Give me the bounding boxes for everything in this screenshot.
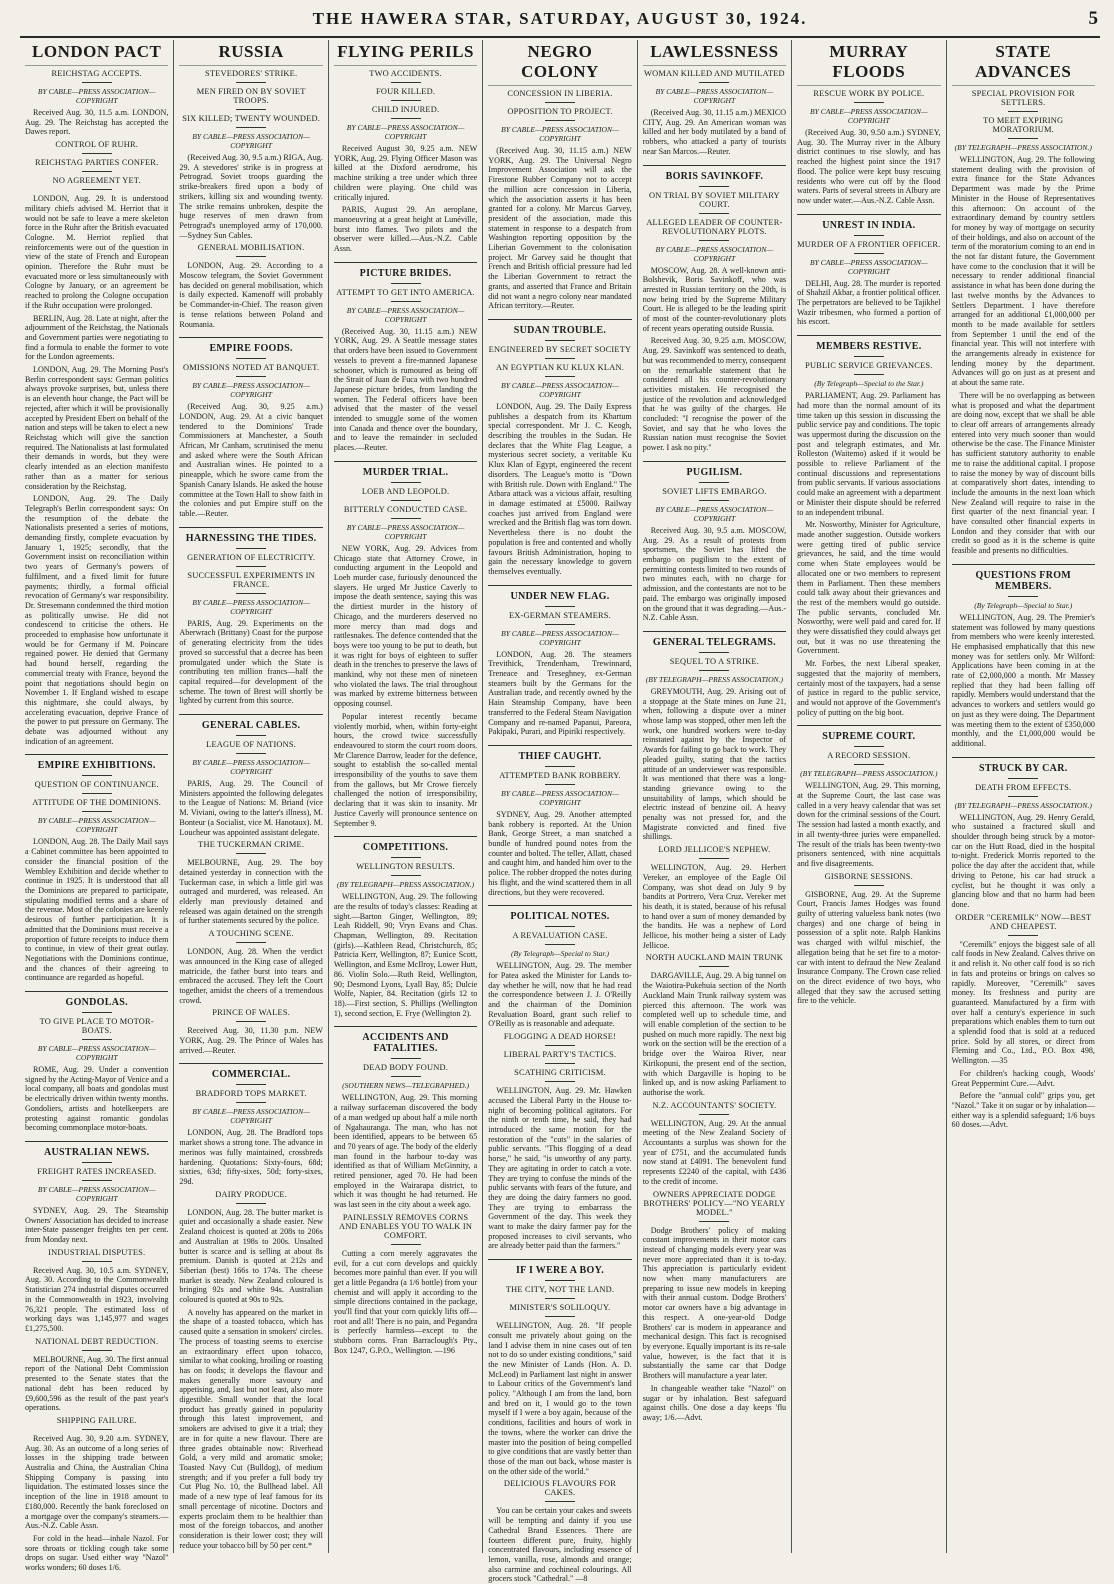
divider (854, 764, 884, 765)
divider (236, 942, 266, 943)
column-1 (20, 40, 173, 1573)
divider (236, 593, 266, 594)
section-heading: EMPIRE EXHIBITIONS. (25, 754, 168, 771)
page-number: 5 (1088, 8, 1098, 29)
divider (236, 853, 266, 854)
divider (545, 944, 575, 945)
divider (1008, 778, 1038, 779)
divider (545, 120, 575, 121)
column-6 (791, 40, 945, 1553)
dateline: BY CABLE—PRESS ASSOCIATION—COPYRIGHT (192, 597, 310, 616)
column-headline: LONDON PACT (25, 40, 168, 66)
divider (545, 1045, 575, 1046)
subheading: GISBORNE SESSIONS. (824, 871, 913, 881)
section-heading: ACCIDENTS AND FATALITIES. (334, 1026, 477, 1054)
divider (391, 518, 421, 519)
dateline: BY CABLE—PRESS ASSOCIATION—COPYRIGHT (809, 107, 928, 125)
subheading: BRADFORD TOPS MARKET. (195, 1089, 307, 1099)
body-paragraph: Dodge Brothers' policy of making constant improvements in their motor cars instead of changing models every year was never more appreciated than it is to-day. This appreciation is particularly evident now when many manufacturers are preparing to issue new models in keeping with their annual custom. Dodge Brothers' motor car owners have a big advantage in this respect. A one-year-old Dodge Brothers' car is modern in appearance and mechanical design. This fact is recognised by everyone. Equally important is its re-sale value, however, is the fact that it is substantially the same car that Dodge Brothers will manufacture a year later. (642, 1225, 787, 1381)
body-paragraph: (Received Aug. 30, 9.5 a.m.) RIGA, Aug. 29. A stevedores' strike is in progress at Petrograd. Soviet troops guarding the strike-breakers fired upon a body of strikers, killing six and wounding twenty. The strike remains unbroken, despite the huge reserves of men drawn from Petrograd's unemployed army of 170,000.—Sydney Sun Cables. (179, 153, 323, 240)
dateline: (BY TELEGRAPH—PRESS ASSOCIATION.) (645, 674, 784, 684)
subheading: LOEB AND LEOPOLD. (361, 486, 450, 496)
subheading: OPPOSITION TO PROJECT. (507, 107, 613, 116)
dateline: BY CABLE—PRESS ASSOCIATION—COPYRIGHT (655, 87, 774, 105)
subheading: ALLEGED LEADER OF COUNTER-REVOLUTIONARY PLOTS. (646, 217, 783, 236)
divider (1008, 796, 1038, 797)
body-paragraph: There will be no overlapping as between what is proposed and what the department are doing now, except that we shall be able to clear off arrears of arrangements already entered into very much sooner than would otherwise be the case. The Finance Minister has sufficient statutory authority to enable me to raise the additional capital. I propose to raise the money by way of discount bills at comparatively short dates, intending to include the amounts in the next loan which New Zealand will require to raise in the first quarter of the next financial year. I have consulted other financial experts in London and they consider that with our credit so good as it is the scheme is quite feasible and presents no difficulties. (951, 390, 1095, 556)
dateline: BY CABLE—PRESS ASSOCIATION—COPYRIGHT (37, 1044, 156, 1063)
subheading: FLOGGING A DEAD HORSE! (503, 1032, 617, 1042)
divider (1008, 111, 1038, 112)
section-heading: BORIS SAVINKOFF. (643, 165, 786, 182)
subheading: DAIRY PRODUCE. (215, 1189, 288, 1199)
body-paragraph: (Received Aug. 30, 9.25 a.m.) LONDON, Aug. 29. At a civic banquet tendered to the Dominions' Trade Commissioners at Manchester, a South African, Mr Canham, scrutinised the menu and asked where were the South African and Australian wines. He pointed to a pineapple, which he swore came from the Spanish Canary Islands. He asked the house committee at the Town Hall to show faith in the colonies and put Empire stuff on the table.—Reuter. (179, 402, 323, 518)
divider (82, 1162, 112, 1163)
body-paragraph: PARIS, Aug. 29. The Council of Ministers appointed the following delegates to the League of Nations: M. Briand (vice M. Viviani, owing to the latter's illness), M. Bonteur (a Socialist, vice M. Hanotaux). M. Loucheur was appointed assistant delegate. (179, 779, 323, 837)
divider (854, 356, 884, 357)
subheading: WOMAN KILLED AND MUTILATED (643, 69, 785, 78)
divider (545, 1298, 575, 1299)
body-paragraph: PARIS, Aug. 29. Experiments on the Aberwrach (Brittany) Coast for the purpose of generating electricity from the tides proved so successful that a decree has been promulgated under which the State is contributing ten million francs—half the capital required—for development of the scheme. The town of Brest will shortly be lighted by current from this source. (179, 618, 323, 706)
section-heading: QUESTIONS FROM MEMBERS. (952, 564, 1095, 592)
subheading: LORD JELLICOE'S NEPHEW. (658, 845, 771, 855)
body-paragraph: You can be certain your cakes and sweets will be tempting and dainty if you use Cathedral Brand Essences. There are fourteen different pure, fruity, highly concentrated flavours, including essence of lemon, vanilla, rose, almonds and orange; also carmine and cochineal colourings. All grocers stock "Cathedral." —8 (488, 1506, 632, 1584)
subheading: SPECIAL PROVISION FOR SETTLERS. (971, 89, 1075, 107)
column-7 (946, 40, 1100, 1553)
subheading: THE CITY, NOT THE LAND. (505, 1285, 615, 1295)
body-paragraph: WELLINGTON, Aug. 29. The following are the results of today's classes: Reading at sight.—Barton Ginger, Wellington, 89; Leah Riddell, 90; Vryn Evans and Chas. Chapman, Wellington, 89. Recitation (girls).—Kathleen Read, Christchurch, 85; Patricia Kerr, Wellington, 87; Eunice Scott, Wellington, and Esme McIlroy, Lower Hutt, 86. Violin Solo.—Ruth Reid, Wellington, 90; Desmond Lyons, Lyall Bay, 85; Dulcie Wolfe, Napier, 84. Recitation (girls 12 to 18).—First section, S. Phillips (Wellington 1), second section, E. Frye (Wellington 2). (333, 892, 478, 1018)
subheading: ATTEMPTED BANK ROBBERY. (499, 770, 621, 780)
body-paragraph: In changeable weather take "Nazol" on sugar or by inhalation. Best safeguard against chills. One dose a day keeps 'flu away; 1/6.—Advt. (642, 1383, 787, 1422)
body-paragraph: "Ceremilk" enjoys the biggest sale of all calf foods in New Zealand. Calves thrive on it and relish it. No other calf food is so rich in fats and proteins or brings on calves so rapidly. Moreover, "Ceremilk" saves money. Its freshness and purity are guaranteed. Manufactured by a firm with over half a century's experience in such preparations which enables them to turn out a splendid food that is sold at a reduced price. Sold by all stores, or direct from Fleming and Co., Ltd., P.O. Box 498, Wellington. —35 (951, 939, 1095, 1066)
section-heading: IF I WERE A BOY. (488, 1259, 631, 1276)
dateline: BY CABLE—PRESS ASSOCIATION—COPYRIGHT (192, 381, 310, 400)
divider (236, 753, 266, 754)
divider (545, 376, 575, 377)
dateline: BY CABLE—PRESS ASSOCIATION—COPYRIGHT (501, 788, 619, 807)
divider (82, 775, 112, 776)
body-paragraph: WELLINGTON, Aug. 29. The following statement dealing with the provision of extra finance for the State Advances Department was made by the Prime Minister in the House of Representatives this afternoon: On account of the extraordinary demand by country settlers for money by way of mortgage on security of their holdings, and also on account of the term of the moratorium coming to an end in the not far distant future, the Government have come to the conclusion that it will be necessary to render additional financial assistance in what has been done during the last twelve months by the Advances to Settlers Department. I have therefore arranged for an additional £1,000,000 per month to be made available for settlers from September 1 until the end of the financial year. This will not interfere with the arrangements already in existence for lending money by the department. Advances will go on just as at present and at about the same rate. (951, 155, 1095, 388)
divider (236, 256, 266, 257)
divider (82, 171, 112, 172)
subheading: PUBLIC SERVICE GRIEVANCES. (805, 361, 933, 371)
subheading: BITTERLY CONDUCTED CASE. (343, 504, 468, 514)
divider (699, 670, 729, 671)
subheading: NORTH AUCKLAND MAIN TRUNK (645, 953, 783, 963)
dateline: BY CABLE—PRESS ASSOCIATION—COPYRIGHT (655, 504, 774, 523)
divider (236, 127, 266, 128)
subheading: PAINLESSLY REMOVES CORNS AND ENABLES YOU TO WALK IN COMFORT. (339, 1212, 473, 1240)
divider (391, 283, 421, 284)
divider (236, 109, 266, 110)
body-paragraph: DARGAVILLE, Aug. 29. A big tunnel on the Waiotira-Pukehuia section of the North Auckland Main Trunk railway system was pierced this afternoon. The work was completed well up to schedule time, and will enable completion of the section to be pushed on much more rapidly. The next big work on the section will be the erection of a bridge over the Wairoa River, near Kirikopuni, the present end of the section, with which Dargaville is hoping to be linked up, and is now asking Parliament to authorise the work. (642, 971, 787, 1097)
body-paragraph: LONDON, Aug. 28. The butter market is quiet and occasionally a shade easier. New Zealand choicest is quoted at 208s to 206s and Australian at 198s to 200s. Unsalted butter is scarce and is selling at about 8s premium. Danish is quoted at 212s and Siberian (best) 166s to 174s. The cheese market is steady. New Zealand coloured is bringing 92s and white 94s. Australian coloured is quoted at 90s to 92s. (179, 1207, 323, 1305)
subheading: A REVALUATION CASE. (512, 931, 608, 941)
dateline: BY CABLE—PRESS ASSOCIATION—COPYRIGHT (346, 123, 465, 141)
subheading: CONCESSION IN LIBERIA. (507, 89, 613, 98)
divider (854, 102, 884, 103)
body-paragraph: WELLINGTON, Aug. 28. "If people consult me privately about going on the land I advise them in nine cases out of ten not to do so under existing conditions," said the new Minister of Lands (Hon. A. D. McLeod) in Parliament last night in answer to Labour critics of the Government's land policy. "Although I am from the land, born and bred on it, I would go to the town myself if I were a boy again, because of the conditions, facilities and hours of work in the towns, where the worker can drive the master into the position of being compelled to give conditions that are vastly better than those of the man out back, whose master is on the other side of the world." (488, 1321, 632, 1476)
subheading: TO GIVE PLACE TO MOTOR-BOATS. (39, 1017, 154, 1036)
divider (699, 186, 729, 187)
divider (545, 766, 575, 767)
subheading: CONTROL OF RUHR. (55, 140, 139, 150)
divider (391, 100, 421, 101)
subheading: A TOUCHING SCENE. (208, 929, 294, 939)
body-paragraph: Received August 30, 9.25 a.m. NEW YORK, Aug. 29. Flying Officer Mason was killed at the Dixford aerodrome, his machine striking a tree under which three children were playing. One child was critically injured. (333, 144, 478, 202)
dateline: (BY TELEGRAPH—PRESS ASSOCIATION.) (800, 769, 938, 779)
body-paragraph: ROME, Aug. 29. Under a convention signed by the Acting-Mayor of Venice and a local company, all boats and gondolas must be electrically driven within twenty months. Gondoliers, artists and hotelkeepers are protesting against romantic gondolas becoming commonplace motor-boats. (25, 1065, 169, 1133)
masthead-title: THE HAWERA STAR, SATURDAY, AUGUST 30, 1924. (312, 9, 808, 28)
subheading: TO MEET EXPIRING MORATORIUM. (983, 116, 1064, 134)
subheading: GENERATION OF ELECTRICITY. (187, 552, 316, 562)
body-paragraph: SYDNEY, Aug. 29. Another attempted bank robbery is reported. At the Union Bank, George Street, a man snatched a bundle of hundred pound notes from the counter and bolted. The teller, Allatt, chased and caught him, and handed him over to the police. The robber dropped the notes during his flight, and the wind scattered them in all directions, but they were recovered. (488, 809, 632, 897)
body-paragraph: LONDON, Aug. 29. The Daily Telegraph's Berlin correspondent says: On the resumption of the debate the Nationalists presented a series of motions, demanding firstly, complete evacuation by January 1, 1925; secondly, that the Government insist on reconciliation within two years of Germany's powers of fulfilment, and a fixed limit for future payments; thirdly, a formal official revocation of Germany's war responsibility. Dr. Stresemann condemned the third motion as politically unwise. He did not condescend to criticise the others. He proceeded to emphasise how unfortunate it would be for Germany if M. Poincare regained power. He denied that Germany had bound herself, regarding the commercial treaty with France, beyond the point that negotiations should begin on November 1. If England wished to escape this nightmare, she could always, by accelerating evacuation, deprive France of the power to put pressure on Germany. The debate was adjourned without any indication of an agreement. (25, 494, 169, 746)
body-paragraph: A novelty has appeared on the market in the shape of a toasted tobacco, which has caused quite a sensation in smokers' circles. The process of toasting seems to exercise an extraordinary effect upon tobacco, similar to what cooking, broiling or roasting has on foods; it develops the flavour and makes generally more savoury and appetising, and, last but not least, also more digestible. Small wonder that the local product has greatly gained in popularity through this latest improvement, and smokers are advised to give it a trial; they are in for quite a new flavour. There are three grades obtainable now: Riverhead Gold, a very mild and aromatic smoke; Toasted Navy Cut (Bulldog), of medium strength; and if you prefer a full body try Cut Plug No. 10, the Bullhead label. All made of a new type of leaf famous for its small percentage of nicotine. Doctors and experts proclaim them to be healthier than most of the foreign tobaccos, and another consideration is their lower cost; they will reduce your tobacco bill by 50 per cent.* (179, 1307, 323, 1550)
divider (699, 858, 729, 859)
subheading: STEVEDORES' STRIKE. (204, 69, 298, 78)
dateline: BY CABLE—PRESS ASSOCIATION—COPYRIGHT (346, 305, 465, 324)
divider (854, 885, 884, 886)
section-heading: GONDOLAS. (25, 991, 168, 1008)
body-paragraph: WELLINGTON, Aug. 29. The member for Patea asked the Minister for Lands to-day whether he will, now that he had read the correspondence between J. J. O'Reilly and the chairman of the Dominion Revaluation Board, grant such relief to O'Reilly as is reasonable and adequate. (488, 961, 632, 1029)
dateline: BY CABLE—PRESS ASSOCIATION—COPYRIGHT (346, 522, 465, 541)
dateline: BY CABLE—PRESS ASSOCIATION—COPYRIGHT (655, 244, 774, 263)
divider (82, 1429, 112, 1430)
body-paragraph: LONDON, Aug. 28. The Bradford tops market shows a strong tone. The advance in merinos was fully maintained, crossbreds hardening. Quotations: Sixty-fours, 68d; sixties, 63d; fifty-sixes, 50d; forty-sixes, 29d. (179, 1128, 323, 1186)
dateline: (SOUTHERN NEWS—TELEGRAPHED.) (342, 1081, 470, 1091)
body-paragraph: Before the "annual cold" grips you, get "Nazol." Take it on sugar or by inhalation—either way is a splendid safeguard; 1/6 buys 60 doses.—Advt. (951, 1091, 1095, 1130)
dateline: (By Telegraph—Special to Star.) (510, 949, 609, 959)
section-heading: COMMERCIAL. (179, 1063, 322, 1080)
subheading: SHIPPING FAILURE. (56, 1415, 137, 1425)
subheading: REICHSTAG ACCEPTS. (51, 69, 142, 78)
divider (545, 102, 575, 103)
subheading: GENERAL MOBILISATION. (197, 243, 305, 253)
section-heading: PUGILISM. (643, 461, 786, 478)
divider (236, 1021, 266, 1022)
subheading: SUCCESSFUL EXPERIMENTS IN FRANCE. (187, 570, 315, 589)
body-paragraph: Received Aug. 30, 9.5 a.m. MOSCOW, Aug. 29. As a result of protests from sportsmen, the Soviet has lifted the embargo on pugilism to the extent of permitting contests limited to two rounds of two minutes each, with no charge for admission, and the contestants are not to be paid. The embargo was originally imposed on the ground that it was degrading.—Aus.-N.Z. Cable Assn. (642, 525, 787, 623)
column-headline: RUSSIA (179, 40, 322, 66)
body-paragraph: (Received Aug. 30, 11.15 a.m.) NEW YORK, Aug. 29. The Universal Negro Improvement Association will ask the Firestone Rubber Company not to accept the million acre concession in Liberia, which the association asserts it has been granted for a colony. Mr Marcus Garvey, president of the association, made this statement in response to a despatch from Washington reporting opposition by the Liberian Government to the colonisation project. Mr Garvey said he thought that French and British official pressure had led the Liberian Government to retract the grants, and asserted that France and Britain did not want a negro colony near mandated African territory.—Reuter. (488, 146, 632, 311)
divider (82, 1012, 112, 1013)
body-paragraph: WELLINGTON, Aug. 29. Herbert Vereker, an employee of the Eagle Oil Company, was shot dead on July 9 by bandits at Portrero, Vera Cruz. Vereker met his death, it is stated, because of his refusal to hand over a sum of money demanded by the bandits. He was a nephew of Lord Jellicoe, his mother being a sister of Lady Jellicoe. (642, 863, 787, 950)
divider (236, 1203, 266, 1204)
subheading: SEQUEL TO A STRIKE. (669, 656, 760, 666)
body-paragraph: GISBORNE, Aug. 29. At the Supreme Court, Francis James Hodges was found guilty of uttering valueless bank notes (two charges) and one charge of being in possession of a split note. Ralph Hankins was charged with wilful mischief, the allegation being that he set fire to a motor-car with intent to defraud the New Zealand Insurance Company. The Crown case relied on the direct evidence of two boys, who alleged that they saw the accused setting fire to the vehicle. (797, 889, 941, 1006)
divider (391, 118, 421, 119)
subheading: SIX KILLED; TWENTY WOUNDED. (182, 114, 321, 123)
divider (236, 358, 266, 359)
body-paragraph: WELLINGTON, Aug. 29. The Premier's statement was followed by many questions from members who were keenly interested. He emphasised emphatically that this new money was for settlers only. Mr Wilford: Applications have been coming in at the rate of £2,000,000 a month. Mr Massey replied that they had been falling off rapidly. Members would understand that the advances to workers and settlers would go on just as they were doing. The Department was meeting them to the extent of £350,000 monthly, and the £1,000,000 would be additional. (951, 612, 1095, 748)
divider (391, 482, 421, 483)
subheading: EX-GERMAN STEAMERS. (508, 610, 611, 620)
section-heading: MEMBERS RESTIVE. (797, 335, 940, 352)
subheading: RESCUE WORK BY POLICE. (813, 89, 925, 98)
divider (699, 500, 729, 501)
subheading: MINISTER'S SOLILOQUY. (509, 1303, 611, 1313)
subheading: SCATHING CRITICISM. (514, 1068, 606, 1078)
divider (545, 1063, 575, 1064)
subheading: REICHSTAG PARTIES CONFER. (35, 158, 159, 168)
body-paragraph: SYDNEY, Aug. 29. The Steamship Owners' Association has decided to increase inter-State passenger freights ten per cent. from Monday next. (25, 1205, 169, 1245)
divider (545, 1501, 575, 1502)
column-5 (637, 40, 791, 1553)
column-headline: STATE ADVANCES (952, 40, 1095, 86)
subheading: DELICIOUS FLAVOURS FOR CAKES. (503, 1479, 617, 1498)
divider (82, 82, 112, 83)
divider (699, 482, 729, 483)
subheading: SOVIET LIFTS EMBARGO. (662, 486, 767, 496)
dateline: BY CABLE—PRESS ASSOCIATION—COPYRIGHT (37, 87, 156, 105)
subheading: LIBERAL PARTY'S TACTICS. (503, 1050, 617, 1060)
body-paragraph: DELHI, Aug. 28. The murder is reported of Shahzil Akbar, a frontier political officer. The perpetrators are believed to be Tajikhel Wazir tribesmen, who formed a portion of his escort. (797, 278, 941, 327)
divider (391, 1058, 421, 1059)
dateline: BY CABLE—PRESS ASSOCIATION—COPYRIGHT (501, 380, 619, 399)
divider (82, 189, 112, 190)
subheading: ON TRIAL BY SOVIET MILITARY COURT. (648, 190, 780, 209)
section-heading: SUPREME COURT. (797, 725, 940, 742)
divider (854, 253, 884, 254)
divider (82, 1261, 112, 1262)
body-paragraph: MELBOURNE, Aug. 29. The boy detained yesterday in connection with the Tuckerman case, in which a little girl was outraged and murdered, was released. An elderly man previously detained and released was again detained on the strength of further statements secured by the police. (179, 858, 323, 926)
subheading: FREIGHT RATES INCREASED. (37, 1166, 157, 1176)
divider (545, 1081, 575, 1082)
divider (1008, 596, 1038, 597)
body-paragraph: WELLINGTON, Aug. 29. Henry Gerald, who sustained a fractured skull and shoulder through being struck by a motor-car on the Hutt Road, died in the hospital to-night. Frederick Morris reported to the police the day after the accident that, while driving to Petone, his car had struck a cyclist, but he thought it was only a glancing blow and that no harm had been done. (951, 812, 1095, 909)
divider (236, 376, 266, 377)
divider (82, 153, 112, 154)
columns (20, 40, 1100, 1584)
subheading: N.Z. ACCOUNTANTS' SOCIETY. (652, 1100, 777, 1110)
subheading: NATIONAL DEBT REDUCTION. (35, 1336, 159, 1346)
body-paragraph: LONDON, Aug. 29. The Daily Express publishes a despatch from its Khartum special correspondent. Mr J. C. Keogh, describing the troubles in the Sudan. He declares that the White Flag League, a mysterious secret society, a veritable Ku Klux Klan of Egypt, engineered the recent disorders. The League's motto is "Down with British rule. Down with England." The Atbara attack was a vicious affair, resulting in damage estimated at £5000. Railway coaches just arrived from England were wrecked and the British flag was torn down. Nevertheless there is no doubt the population is free and contented and wholly favours British Administration, hoping to gain the necessary knowledge to govern themselves eventually. (488, 401, 632, 576)
section-heading: UNREST IN INDIA. (797, 214, 940, 231)
body-paragraph: (Received Aug. 30, 11.15 a.m.) MEXICO CITY, Aug. 29. An American woman was killed and her body mutilated by a band of robbers, who attacked a party of tourists near San Marcos.—Reuter. (642, 108, 787, 156)
column-headline: NEGRO COLONY (488, 40, 631, 86)
subheading: MEN FIRED ON BY SOVIET TROOPS. (196, 87, 306, 105)
column-headline: FLYING PERILS (334, 40, 477, 66)
section-heading: HARNESSING THE TIDES. (179, 527, 322, 544)
section-heading: AUSTRALIAN NEWS. (25, 1141, 168, 1158)
dateline: (By Telegraph—Special to Star.) (974, 600, 1073, 610)
body-paragraph: BERLIN, Aug. 28. Late at night, after the adjournment of the Reichstag, the Nationals and Government parties were negotiating to find a formula to enable the former to vote for the London agreements. (25, 313, 169, 362)
divider (545, 624, 575, 625)
divider (699, 1114, 729, 1115)
divider (82, 1350, 112, 1351)
masthead (20, 2, 1100, 38)
subheading: A RECORD SESSION. (827, 751, 911, 761)
divider (236, 82, 266, 83)
body-paragraph: GREYMOUTH, Aug. 29. Arising out of a stoppage at the State mines on June 21, when, following a dispute over a miner whose lamp was stopped, other men left the work, one hundred workers were to-day reinstated against by the Inspector of Awards for failing to go back to work. They pleaded guilty, stating that the tactics attitude of an underviewer was responsible. It was mentioned that there was a long-standing grievance owing to the unsuitability of lamps, which should be electric instead of benzine oil. A heavy penalty was not pressed for, and the Magistrate convicted and fined five shillings. (642, 686, 787, 842)
subheading: CHILD INJURED. (371, 105, 440, 114)
subheading: TWO ACCIDENTS. (369, 69, 442, 78)
subheading: LEAGUE OF NATIONS. (206, 740, 297, 750)
divider (545, 926, 575, 927)
body-paragraph: MOSCOW, Aug. 28. A well-known anti-Bolshevik, Boris Savinkoff, who was arrested in Russian territory on the 20th, is now being tried by the Supreme Military Court. He is alleged to be the leading spirit of most of the counter-revolutionary plots of recent years operating outside Russia. (642, 265, 787, 333)
divider (699, 966, 729, 967)
dateline: BY CABLE—PRESS ASSOCIATION—COPYRIGHT (809, 257, 928, 276)
section-heading: EMPIRE FOODS. (179, 337, 322, 354)
body-paragraph: LONDON, Aug. 29. According to a Moscow telegram, the Soviet Government has decided on general mobilisation, which is daily expected. Kamenoff will probably be Commander-in-Chief. The reason given is tense relations between Poland and Roumania. (179, 261, 323, 329)
divider (699, 1221, 729, 1222)
body-paragraph: Received Aug. 30, 9.25 a.m. MOSCOW, Aug. 29. Savinkoff was sentenced to death, but was recommended to mercy, consequent on the remarkable statement that he considered all his counter-revolutionary activities mistaken. He recognised the justice of the revolution and acknowledged that he was guilty of the charges. He concluded: "I recognise the power of the Soviet, and say that he who loves the Russian nation must recognise the Soviet power. I ask no pity." (642, 336, 787, 453)
body-paragraph: NEW YORK, Aug. 29. Advices from Chicago state that Attorney Crowe, in conducting argument in the Leopold and Loeb murder case, furiously denounced the slayers. He urged Mr Justice Caverly to impose the death sentence, saying this was the dirtiest murder in the history of Chicago, and the murderers deserved no more mercy than mad dogs and rattlesnakes. The defence contended that the boys were too young to be put to death, but it was right for boys of eighteen to suffer death in the trenches to preserve the laws of mankind, why not these men of nineteen who violated the laws. The trial throughout was marked by extreme bitterness between opposing counsel. (333, 543, 478, 709)
divider (854, 746, 884, 747)
divider (82, 811, 112, 812)
subheading: DEATH FROM EFFECTS. (975, 782, 1072, 792)
subheading: NO AGREEMENT YET. (52, 176, 141, 186)
column-4 (482, 40, 636, 1584)
subheading: ORDER "CEREMILK" NOW—BEST AND CHEAPEST. (955, 912, 1092, 931)
divider (1008, 138, 1038, 139)
subheading: QUESTION OF CONTINUANCE. (34, 780, 159, 790)
body-paragraph: WELLINGTON, Aug. 29. This morning a railway surfaceman discovered the body of a man wedged up about half a mile north of Ngahauranga. The man, who has not been identified, appears to be between 65 and 70 years of age. The body of the elderly man found in the harbour to-day was identified as that of William McGinnity, a retired pensioner, aged 70. He had been employed in the Wairarapa district, to which it was thought he had returned. He was last seen in the city about a week ago. (333, 1093, 478, 1210)
body-paragraph: (Received Aug. 30, 9.50 a.m.) SYDNEY, Aug. 30. The Murray river in the Albury district continues to rise slowly, and has reached the highest point since the 1917 flood. The police were kept busy rescuing residents who were cut off by the flood waters. Parts of several streets in Albury are now under water.—Aus.-N.Z. Cable Assn. (797, 128, 941, 205)
body-paragraph: WELLINGTON, Aug. 29. At the annual meeting of the New Zealand Society of Accountants a surplus was shown for the year of £751, and the accumulated funds now stand at £4091. The benevolent fund represents £2240 of the capital, with £436 to the credit of income. (642, 1118, 787, 1186)
body-paragraph: Cutting a corn merely aggravates the evil, for a cut corn develops and quickly becomes more painful than ever. If you will get a little Pegandra (a 1/6 bottle) from your chemist and will apply it according to the simple directions contained in the package, you'll find that your corn quickly lifts off—root and all! There is no pain, and Pegandra is perfectly harmless—except to the stubborn corns. Fran Barraclough's Pty., Box 1247, G.P.O., Wellington. —196 (333, 1248, 478, 1355)
divider (391, 82, 421, 83)
subheading: AN EGYPTIAN KU KLUX KLAN. (495, 362, 624, 372)
divider (236, 735, 266, 736)
body-paragraph: Mr. Nosworthy, Minister for Agriculture, made another suggestion. Outside workers were getting tired of public service grievances, he said, and the time would come when State employees would be allocated one or two members to represent them in Parliament. Then these members could talk away about their grievances and the rest of the members would go outside. The public servants, concluded Mr. Nosworthy, were well paid and cared for. If they were dissatisfied they could always get out, but it was no use threatening the Government. (797, 520, 941, 656)
section-heading: PICTURE BRIDES. (334, 262, 477, 279)
divider (236, 566, 266, 567)
subheading: DEAD BODY FOUND. (363, 1063, 449, 1073)
body-paragraph: For children's hacking cough, Woods' Great Peppermint Cure.—Advt. (951, 1068, 1095, 1088)
divider (391, 301, 421, 302)
subheading: THE TUCKERMAN CRIME. (198, 840, 305, 850)
section-heading: GENERAL TELEGRAMS. (643, 631, 786, 648)
divider (545, 1280, 575, 1281)
section-heading: GENERAL CABLES. (179, 714, 322, 731)
divider (1008, 935, 1038, 936)
dateline: BY CABLE—PRESS ASSOCIATION—COPYRIGHT (37, 816, 156, 835)
divider (699, 240, 729, 241)
divider (545, 1316, 575, 1317)
column-2 (173, 40, 327, 1553)
body-paragraph: MELBOURNE, Aug. 30. The first annual report of the National Debt Commission presented to the Senate states that the national debt has been reduced by £9,600,596 as the result of the past year's operations. (25, 1354, 169, 1413)
divider (391, 500, 421, 501)
divider (82, 1180, 112, 1181)
section-heading: UNDER NEW FLAG. (488, 585, 631, 602)
section-heading: COMPETITIONS. (334, 836, 477, 853)
subheading: ATTEMPT TO GET INTO AMERICA. (336, 287, 475, 297)
divider (545, 340, 575, 341)
body-paragraph: Received Aug. 30, 11.5 a.m. LONDON, Aug. 29. The Reichstag has accepted the Dawes report. (25, 108, 169, 137)
column-3 (328, 40, 482, 1553)
dateline: BY CABLE—PRESS ASSOCIATION—COPYRIGHT (192, 758, 310, 777)
divider (236, 548, 266, 549)
body-paragraph: WELLINGTON, Aug. 29. Mr. Hawken accused the Liberal Party in the House to-night of becoming political agitators. For the ninth or tenth time, he said, they had introduced the same motion for the restoration of the "cuts" in the salaries of public servants. "This flogging of a dead horse," he said, "is unworthy of any party. They are agitating in order to catch a vote. They are trying to confuse the minds of the public servants with fears of the future, and they are doing the dairy farmers no good. They are trying to embarrass the Government of the day. This week they want to make the dairy farmer pay for the proposed increases to civil servants, who are already better paid than the farmers." (488, 1086, 632, 1251)
subheading: OWNERS APPRECIATE DODGE BROTHERS' POLICY—"NO YEARLY MODEL." (643, 1189, 786, 1217)
subheading: FOUR KILLED. (375, 87, 436, 96)
section-heading: POLITICAL NOTES. (488, 905, 631, 922)
divider (545, 358, 575, 359)
body-paragraph: Mr. Forbes, the next Liberal speaker, suggested that the majority of members, certainly most of the taxpayers, had a sense of justice in regard to the public service, and would not approve of the Government's policy of putting on the big boot. (797, 659, 941, 717)
body-paragraph: LONDON, Aug. 29. It is understood military chiefs advised M. Herriot that it would not be safe to leave a mere skeleton force in the Ruhr after the British evacuated Cologne. M. Herriot replied that reinforcements were out of the question in view of the state of French and European opinion. Therefore the Ruhr must be evacuated more or less simultaneously with Cologne by January, or an agreement be reached to prolong the Cologne occupation if the Ruhr occupation were prolonged. (25, 194, 169, 310)
dateline: (BY TELEGRAPH—PRESS ASSOCIATION.) (954, 800, 1092, 810)
divider (236, 1084, 266, 1085)
body-paragraph: Received Aug. 30, 10.5 a.m. SYDNEY, Aug. 30. According to the Commonwealth Statistician 274 industrial disputes occurred in the Commonwealth in 1923, involving 76,321 people. The estimated loss of working days was 1,145,977 and wages £1,275,500. (25, 1265, 169, 1333)
body-paragraph: LONDON, Aug. 29. The Morning Post's Berlin correspondent says: German politics always provoke surprises, but, unless there is an eleventh hour change, the Pact will be rejected, after which it will be provisionally accepted by President Ebert on behalf of the nation and steps will be taken to elect a new Reichstag which will give the sanction required. The Nationalists at last formulated their demands in words, but they were clearly intended as an election manifesto rather than as a matter for serious consideration by the Reichstag. (25, 365, 169, 491)
body-paragraph: Received Aug. 30, 9.20 a.m. SYDNEY, Aug. 30. As an outcome of a long series of losses in the shipping trade between Australia and China, the Australian China Shipping Company is passing into liquidation. The estimated losses since the inception of the line in 1918 amount to £180,000. Recently the bank foreclosed on a mortgage over the company's steamers.—Aus.-N.Z. Cable Assn. (25, 1433, 169, 1531)
subheading: ENGINEERED BY SECRET SOCIETY (488, 344, 632, 354)
dateline: BY CABLE—PRESS ASSOCIATION—COPYRIGHT (192, 132, 310, 150)
body-paragraph: For cold in the head—inhale Nazol. For sore throats or tickling cough take some drops on sugar. Used either way "Nazol" works wonders; 60 doses 1/6. (25, 1533, 169, 1573)
divider (545, 606, 575, 607)
body-paragraph: LONDON, Aug. 28. When the verdict was announced in the King case of alleged matricide, the father burst into tears and embraced the accused. They left the Court together, amidst the cheers of a tremendous crowd. (179, 947, 323, 1005)
subheading: INDUSTRIAL DISPUTES. (48, 1247, 146, 1257)
column-headline: LAWLESSNESS (643, 40, 786, 66)
subheading: OMISSIONS NOTED AT BANQUET. (182, 363, 320, 373)
divider (236, 1102, 266, 1103)
body-paragraph: PARLIAMENT, Aug. 29. Parliament has had more than the normal amount of its time taken up this session in discussing the public service pay and conditions. The topic was uppermost during the discussion on the post and telegraph estimates, and Mr. Rolleston (Waitemo) asked if it would be possible to relieve Parliament of the continual discussions and representations from public servants. If various associations could make an agreement with a department or Minister their dispute should be referred to an independent tribunal. (797, 391, 941, 517)
divider (82, 1039, 112, 1040)
dateline: BY CABLE—PRESS ASSOCIATION—COPYRIGHT (501, 628, 619, 647)
subheading: MURDER OF A FRONTIER OFFICER. (797, 239, 941, 249)
body-paragraph: Received Aug. 30, 11.30 p.m. NEW YORK, Aug. 29. The Prince of Wales has arrived.—Reuter. (179, 1026, 323, 1055)
dateline: (BY TELEGRAPH—PRESS ASSOCIATION.) (336, 880, 475, 890)
subheading: PRINCE OF WALES. (212, 1008, 290, 1018)
dateline: BY CABLE—PRESS ASSOCIATION—COPYRIGHT (192, 1107, 310, 1126)
divider (391, 1244, 421, 1245)
section-heading: THIEF CAUGHT. (488, 745, 631, 762)
subheading: WELLINGTON RESULTS. (356, 862, 455, 872)
body-paragraph: PARIS, August 29. An aeroplane, manoeuvring at a great height at Lunéville, burst into flames. Two pilots and the observer were killed.—Aus.-N.Z. Cable Assn. (333, 205, 478, 254)
divider (699, 213, 729, 214)
dateline: BY CABLE—PRESS ASSOCIATION—COPYRIGHT (501, 125, 619, 143)
divider (391, 875, 421, 876)
dateline: BY CABLE—PRESS ASSOCIATION—COPYRIGHT (37, 1184, 156, 1203)
section-heading: MURDER TRIAL. (334, 461, 477, 478)
body-paragraph: LONDON, Aug. 28. The steamers Trevithick, Trendenham, Trewinnard, Treneace and Treseghney, ex-German steamers built by the Germans for the Australian trade, and recently owned by the Hain Steamship Company, have been transferred to the Federal Steam Navigation Company and re-named Papanui, Pareora, Pakipaki, Purari, and Pipiriki respectively. (488, 649, 632, 737)
body-paragraph: Popular interest recently became violently morbid, when, within forty-eight hours, the crowd twice successfully endeavoured to storm the court room doors. Mr Clarence Darrow, leader for the defence, sought to establish the so-called mental irresponsibility of the youths to save them from the gallows, but Mr Crowe fiercely challenged the notion of irresponsibility, declaring that it was skin to insanity. Mr Justice Caverly will pronounce sentence on September 9. (333, 711, 478, 828)
body-paragraph: LONDON, Aug. 28. The Daily Mail says a Cabinet committee has been appointed to consider the financial position of the Wembley Exhibition and decide whether to continue in 1925. It is understood that all the Dominions are prepared to participate, stipulating modified terms and a share of the revenue. Most of the colonies are keenly desirous of further participation. It is admitted that the Dominions must receive a proportion of future receipts to induce them to continue, in view of their great outlay. Negotiations with the Dominions continue, and the chances of their agreeing to continuance are regarded as hopeful. (25, 837, 169, 983)
section-heading: STRUCK BY CAR. (952, 757, 1095, 774)
divider (82, 793, 112, 794)
body-paragraph: (Received Aug. 30, 11.15 a.m.) NEW YORK, Aug. 29. A Seattle message states that orders have been issued to Government vessels to prevent a fire-manned Japanese schooner, which is rumoured as being off the Strait of Juan de Fuca with two hundred Japanese picture brides, from landing the women. The Federal officers have been advised that the master of the vessel intended to smuggle some of the women into Canada and thence over the boundary, and to leave the remainder in secluded places.—Reuter. (333, 326, 478, 453)
divider (699, 82, 729, 83)
body-paragraph: WELLINGTON, Aug. 29. This morning, at the Supreme Court, the last case was called in a very heavy calendar that was set down for the criminal sessions of the Court. The session had lasted a month exactly, and in all twenty-three juries were empanelled. The result of the trials has been twenty-two prisoners sentenced, with nine acquittals and five disagreements. (797, 781, 941, 868)
section-heading: SUDAN TROUBLE. (488, 319, 631, 336)
divider (545, 784, 575, 785)
divider (699, 652, 729, 653)
divider (854, 235, 884, 236)
dateline: (BY TELEGRAPH—PRESS ASSOCIATION.) (954, 143, 1092, 152)
divider (854, 374, 884, 375)
divider (391, 1076, 421, 1077)
column-headline: MURRAY FLOODS (797, 40, 940, 86)
subheading: ATTITUDE OF THE DOMINIONS. (32, 798, 162, 808)
dateline: (By Telegraph—Special to the Star.) (814, 379, 924, 389)
divider (391, 857, 421, 858)
